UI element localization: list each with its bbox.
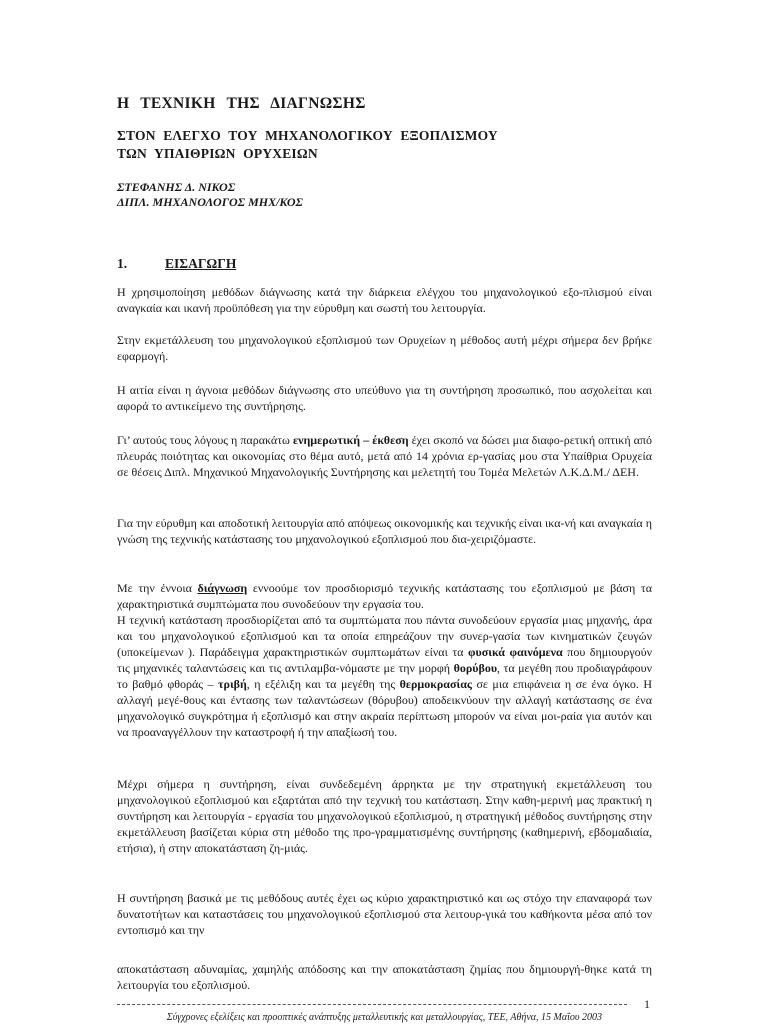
document-subtitle-line-1: ΣΤΟΝ ΕΛΕΓΧΟ ΤΟΥ ΜΗΧΑΝΟΛΟΓΙΚΟΥ ΕΞΟΠΛΙΣΜΟΥ — [117, 128, 498, 143]
emphasis-physical-phenomena: φυσικά φαινόμενα — [467, 645, 563, 659]
document-title: Η ΤΕΧΝΙΚΗ ΤΗΣ ΔΙΑΓΝΩΣΗΣ — [117, 95, 366, 112]
emphasis-diagnosis: διάγνωση — [197, 581, 248, 595]
page-number: 1 — [644, 997, 650, 1011]
paragraph-6-text-7: σε μια επιφάνεια η σε ένα όγκο. Η αλλαγή μεγέ-θους και έντασης των ταλαντώσεων (θόρυβου) αποδεικνύουν την αλλαγή κατάστασης σε ένα μηχανολογικό συγκρότημα ή εξοπλισμό και στην ακραία περίπτωση μπορούν να είναι μοι-ραία για αυτόν και να προαναγγέλλουν την καταστροφή ή την απαξίωσή του. — [117, 677, 653, 739]
paragraph-6-text-4: που δημιουργούν τις μηχανικές ταλαντώσεις και τις αντιλαμβα-νόμαστε με την μορφή — [117, 645, 652, 675]
paragraph-4-text-start: Γι’ αυτούς τους λόγους η παρακάτω — [117, 433, 293, 447]
paragraph-6-text-3: Η τεχνική κατάσταση προσδιορίζεται από τα συμπτώματα που πάντα συνοδεύουν εργασία μιας μηχανής, άρα και του μηχανολογικού εξοπλισμού και τα οποία επηρεάζουν την συνερ-γασία των κινηματικών ζευγών (υποκείμενων ). Παράδειγμα χαρακτηριστικών συμπτωμάτων είναι τα — [117, 613, 652, 659]
paragraph-6-text-2: εννοούμε τον προσδιορισμό τεχνικής κατάστασης του εξοπλισμού με βάση τα χαρακτηριστικά συμπτώματα που συνοδεύουν την εργασία του. — [117, 581, 652, 611]
paragraph-9: αποκατάσταση αδυναμίας, χαμηλής απόδοσης και την αποκατάσταση ζημίας που δημιουργή-θηκε κατά τη λειτουργία του εξοπλισμού. — [117, 962, 652, 992]
footer-citation: Σύγχρονες εξελίξεις και προοπτικές ανάπτυξης μεταλλευτικής και μεταλλουργίας, ΤΕΕ, Αθήνα, 15 Μαΐου 2003 — [166, 1012, 602, 1023]
emphasis-temperature: θερμοκρασίας — [399, 677, 472, 691]
paragraph-4 — [117, 432, 652, 480]
author-title: ΔΙΠΛ. ΜΗΧΑΝΟΛΟΓΟΣ ΜΗΧ/ΚΟΣ — [117, 195, 303, 209]
paragraph-7: Μέχρι σήμερα η συντήρηση, είναι συνδεδεμένη άρρηκτα με την στρατηγική εκμετάλλευση του μηχανολογικού εξοπλισμού και εξαρτάται από την τεχνική του κατάσταση. Στην καθη-μερινή μας πρακτική η συντήρηση και λειτουργία - εργασία του μηχανολογικού εξοπλισμού, η στρατηγική μέθοδος συντήρησης στην εκμετάλλευση βασίζεται κύρια στη μέθοδο της προ-γραμματισμένης συντήρησης (καθημερινή, εβδομαδιαία, ετήσια), ή στην αποκατάσταση ζη-μιάς. — [117, 777, 652, 855]
emphasis-noise: θορύβου — [453, 661, 498, 675]
paragraph-5: Για την εύρυθμη και αποδοτική λειτουργία από απόψεως οικονομικής και τεχνικής είναι ικα-νή και αναγκαία η γνώση της τεχνικής κατάστασης του μηχανολογικού εξοπλισμού που δια-χειριζόμαστε. — [117, 516, 652, 546]
author-name: ΣΤΕΦΑΝΗΣ Δ. ΝΙΚΟΣ — [117, 180, 236, 194]
paragraph-4-text-end: έχει σκοπό να δώσει μια διαφο-ρετική οπτική από πλευράς ποιότητας και οικονομίας στο θέμα αυτό, μετά από 14 χρόνια ερ-γασίας μου στα Υπαίθρια Ορυχεία σε θέσεις Διπλ. Μηχανικού Μηχανολογικής Συντήρησης και μελετητή του Τομέα Μελετών Λ.Κ.Δ.Μ./ ΔΕΗ. — [117, 433, 652, 479]
paragraph-6 — [117, 580, 652, 740]
emphasis-friction: τριβή — [217, 677, 247, 691]
paragraph-2: Στην εκμετάλλευση του μηχανολογικού εξοπλισμού των Ορυχείων η μέθοδος αυτή μέχρι σήμερα δεν βρήκε εφαρμογή. — [117, 333, 652, 363]
emphasis-informative-report: ενημερωτική – έκθεση — [292, 433, 409, 447]
document-subtitle-line-2: ΤΩΝ ΥΠΑΙΘΡΙΩΝ ΟΡΥΧΕΙΩΝ — [117, 146, 318, 161]
section-number: 1. — [117, 256, 128, 271]
paragraph-6-text-6: , η εξέλιξη και τα μεγέθη της — [246, 677, 400, 691]
paragraph-3: Η αιτία είναι η άγνοια μεθόδων διάγνωσης στο υπεύθυνο για τη συντήρηση προσωπικό, που ασχολείται και αφορά το αντικείμενο της συντήρησης. — [117, 383, 652, 413]
paragraph-6-text-5: , τα μεγέθη που προδιαγράφουν το βαθμό φθοράς – — [117, 661, 653, 691]
footer-divider — [117, 1004, 627, 1005]
section-title: ΕΙΣΑΓΩΓΗ — [165, 256, 237, 271]
paragraph-1: Η χρησιμοποίηση μεθόδων διάγνωσης κατά την διάρκεια ελέγχου του μηχανολογικού εξο-πλισμού είναι αναγκαία και ικανή προϋπόθεση για την εύρυθμη και σωστή του λειτουργία. — [117, 285, 652, 315]
paragraph-8: Η συντήρηση βασικά με τις μεθόδους αυτές έχει ως κύριο χαρακτηριστικό και ως στόχο την επαναφορά των δυνατοτήτων και καταστάσεις του μηχανολογικού εξοπλισμού στα λειτουρ-γικά του καθήκοντα μέσα από τον εντοπισμό και την — [117, 891, 652, 937]
paragraph-6-text-1: Με την έννοια — [117, 581, 198, 595]
